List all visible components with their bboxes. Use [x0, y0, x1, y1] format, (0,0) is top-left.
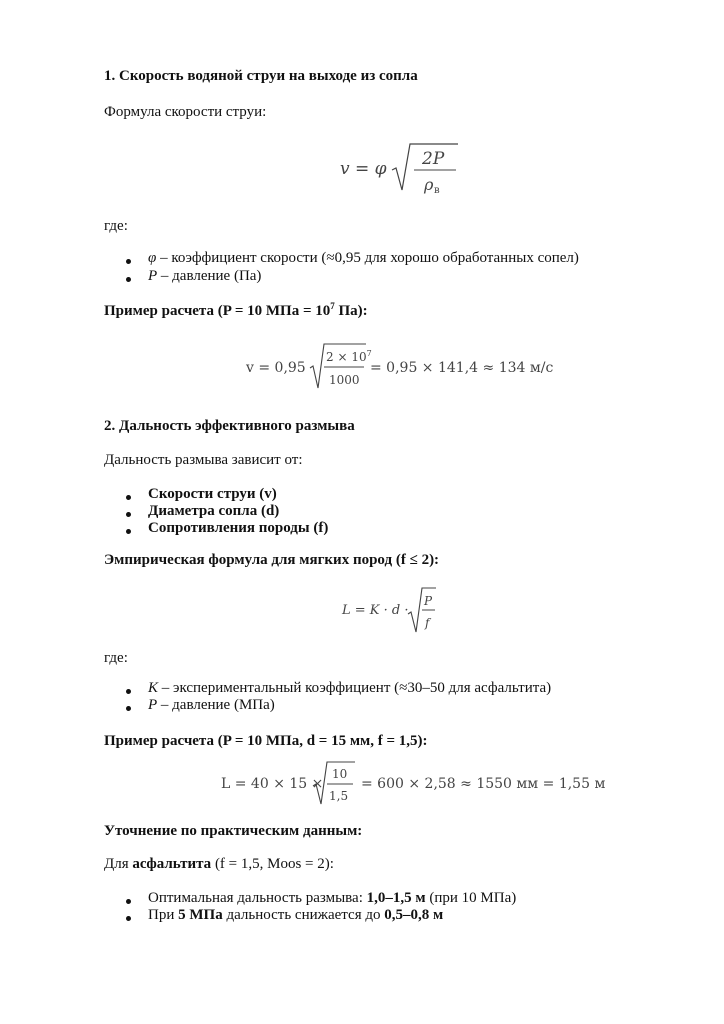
range-example-numerator: 10 — [332, 767, 348, 781]
section1-item-p: P – давление (Па) — [148, 268, 262, 284]
range-example-rhs: = 600 × 2,58 ≈ 1550 мм = 1,55 м — [361, 776, 606, 792]
factor-item: Скорости струи (v) — [148, 486, 277, 502]
range-formula-lhs: L = K · d · — [342, 603, 409, 618]
section1-heading: 1. Скорость водяной струи на выходе из сопла — [104, 68, 418, 84]
section1-where: где: — [104, 218, 128, 234]
bullet-icon — [126, 706, 131, 711]
bullet-icon — [126, 259, 131, 264]
bullet-icon — [126, 277, 131, 282]
bullet-icon — [126, 529, 131, 534]
section2-example-heading: Пример расчета (P = 10 МПа, d = 15 мм, f = 1,5): — [104, 733, 428, 749]
section2-item-k: K – экспериментальный коэффициент (≈30–50 для асфальтита) — [148, 680, 552, 696]
range-example-lhs: L = 40 × 15 × — [221, 776, 324, 792]
section2-item-p: P – давление (МПа) — [148, 697, 275, 713]
bullet-icon — [126, 495, 131, 500]
bullet-icon — [126, 689, 131, 694]
bullet-icon — [126, 916, 131, 921]
section2-empirical-heading: Эмпирическая формула для мягких пород (f ≤ 2): — [104, 552, 440, 568]
bullet-icon — [126, 512, 131, 517]
range-example-formula — [215, 758, 606, 810]
bullet-icon — [126, 899, 131, 904]
velocity-example-numerator: $2 \times 10^7$ — [326, 349, 372, 364]
practice-heading: Уточнение по практическим данным: — [104, 823, 363, 839]
section2-heading: 2. Дальность эффективного размыва — [104, 418, 355, 434]
practice-intro: Для асфальтита (f = 1,5, Moos = 2): — [104, 856, 334, 872]
velocity-example-denominator: 1000 — [329, 373, 360, 387]
velocity-example-rhs: = 0,95 × 141,4 ≈ 134 м/с — [370, 360, 554, 376]
velocity-example-lhs: v = 0,95 — [246, 360, 306, 376]
velocity-formula-numerator: 2P — [422, 149, 445, 169]
velocity-example-formula — [240, 340, 560, 396]
practice-item: При 5 МПа дальность снижается до 0,5–0,8 м — [148, 907, 444, 923]
factor-item: Сопротивления породы (f) — [148, 520, 329, 536]
section1-item-phi: φ – коэффициент скорости (≈0,95 для хорошо обработанных сопел) — [148, 250, 579, 266]
velocity-formula-lhs: v = φ — [340, 159, 387, 179]
section2-intro: Дальность размыва зависит от: — [104, 452, 303, 468]
practice-item: Оптимальная дальность размыва: 1,0–1,5 м (при 10 МПа) — [148, 890, 517, 906]
velocity-formula-denominator: ρ — [424, 175, 434, 194]
factor-item: Диаметра сопла (d) — [148, 503, 280, 519]
velocity-formula-denominator-sub: в — [434, 185, 440, 196]
section2-where: где: — [104, 650, 128, 666]
section1-example-heading: Пример расчета (P = 10 МПа = $10^7$ Па): — [104, 301, 368, 319]
range-formula — [336, 582, 446, 638]
range-formula-numerator: P — [424, 594, 433, 608]
velocity-formula — [330, 138, 470, 198]
range-formula-denominator: f — [425, 616, 430, 630]
section1-intro: Формула скорости струи: — [104, 104, 267, 120]
range-example-denominator: 1,5 — [329, 789, 349, 803]
